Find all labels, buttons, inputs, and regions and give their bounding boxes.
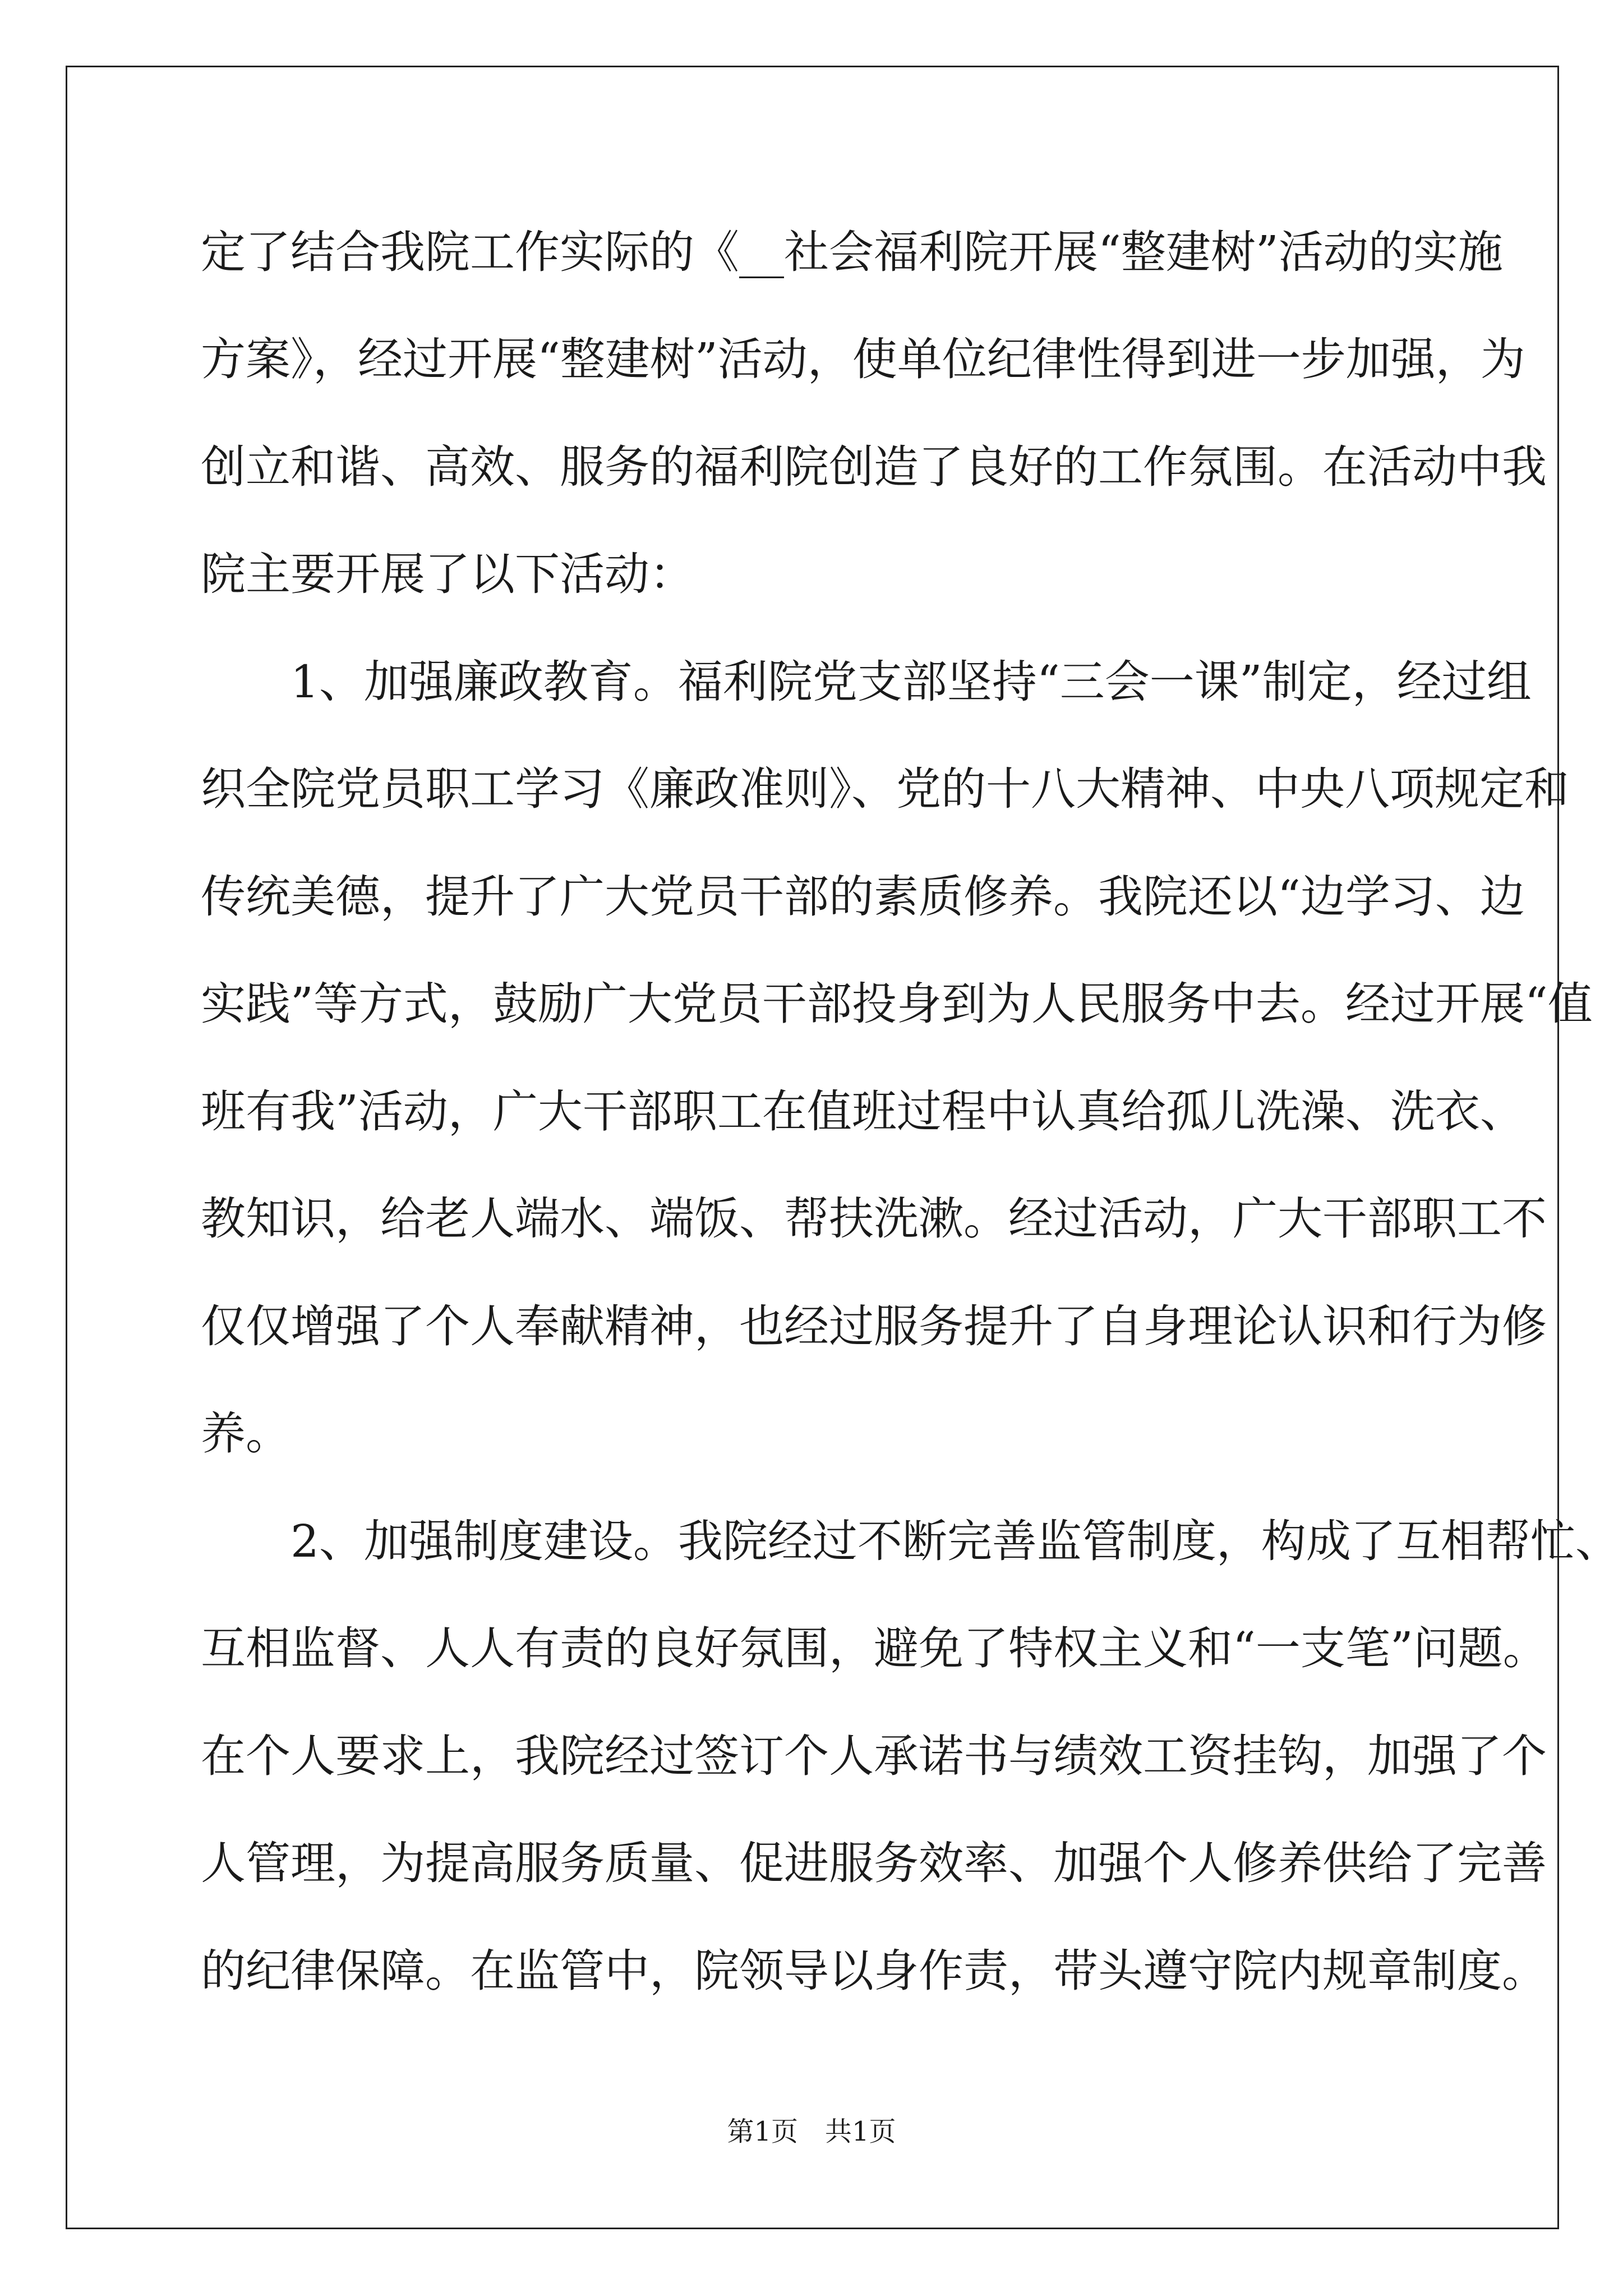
body-line-15: 在个人要求上，我院经过签订个人承诺书与绩效工资挂钩，加强了个 xyxy=(201,1730,1547,1782)
body-line-13: 2、加强制度建设。我院经过不断完善监管制度，构成了互相帮忙、 xyxy=(201,1515,1620,1567)
body-line-1: 定了结合我院工作实际的《__社会福利院开展“整建树”活动的实施 xyxy=(201,226,1503,278)
body-line-7: 传统美德，提升了广大党员干部的素质修养。我院还以“边学习、边 xyxy=(201,871,1525,923)
page-footer: 第1页 共1页 xyxy=(727,2116,896,2147)
body-line-8: 实践”等方式，鼓励广大党员干部投身到为人民服务中去。经过开展“值 xyxy=(201,978,1593,1030)
body-line-5: 1、加强廉政教育。福利院党支部坚持“三会一课”制定，经过组 xyxy=(201,656,1532,708)
body-line-11: 仅仅增强了个人奉献精神，也经过服务提升了自身理论认识和行为修 xyxy=(201,1300,1547,1352)
body-line-3: 创立和谐、高效、服务的福利院创造了良好的工作氛围。在活动中我 xyxy=(201,441,1547,493)
body-line-2: 方案》，经过开展“整建树”活动，使单位纪律性得到进一步加强，为 xyxy=(201,333,1525,385)
body-line-9: 班有我”活动，广大干部职工在值班过程中认真给孤儿洗澡、洗衣、 xyxy=(201,1085,1525,1138)
body-line-6: 织全院党员职工学习《廉政准则》、党的十八大精神、中央八项规定和 xyxy=(201,763,1569,815)
body-line-12: 养。 xyxy=(201,1407,291,1460)
body-line-17: 的纪律保障。在监管中，院领导以身作责，带头遵守院内规章制度。 xyxy=(201,1945,1547,1997)
body-line-16: 人管理，为提高服务质量、促进服务效率、加强个人修养供给了完善 xyxy=(201,1837,1547,1889)
body-line-4: 院主要开展了以下活动： xyxy=(201,548,694,600)
body-line-10: 教知识，给老人端水、端饭、帮扶洗漱。经过活动，广大干部职工不 xyxy=(201,1193,1547,1245)
body-line-14: 互相监督、人人有责的良好氛围，避免了特权主义和“一支笔”问题。 xyxy=(201,1622,1548,1674)
page-border xyxy=(66,66,1559,2229)
